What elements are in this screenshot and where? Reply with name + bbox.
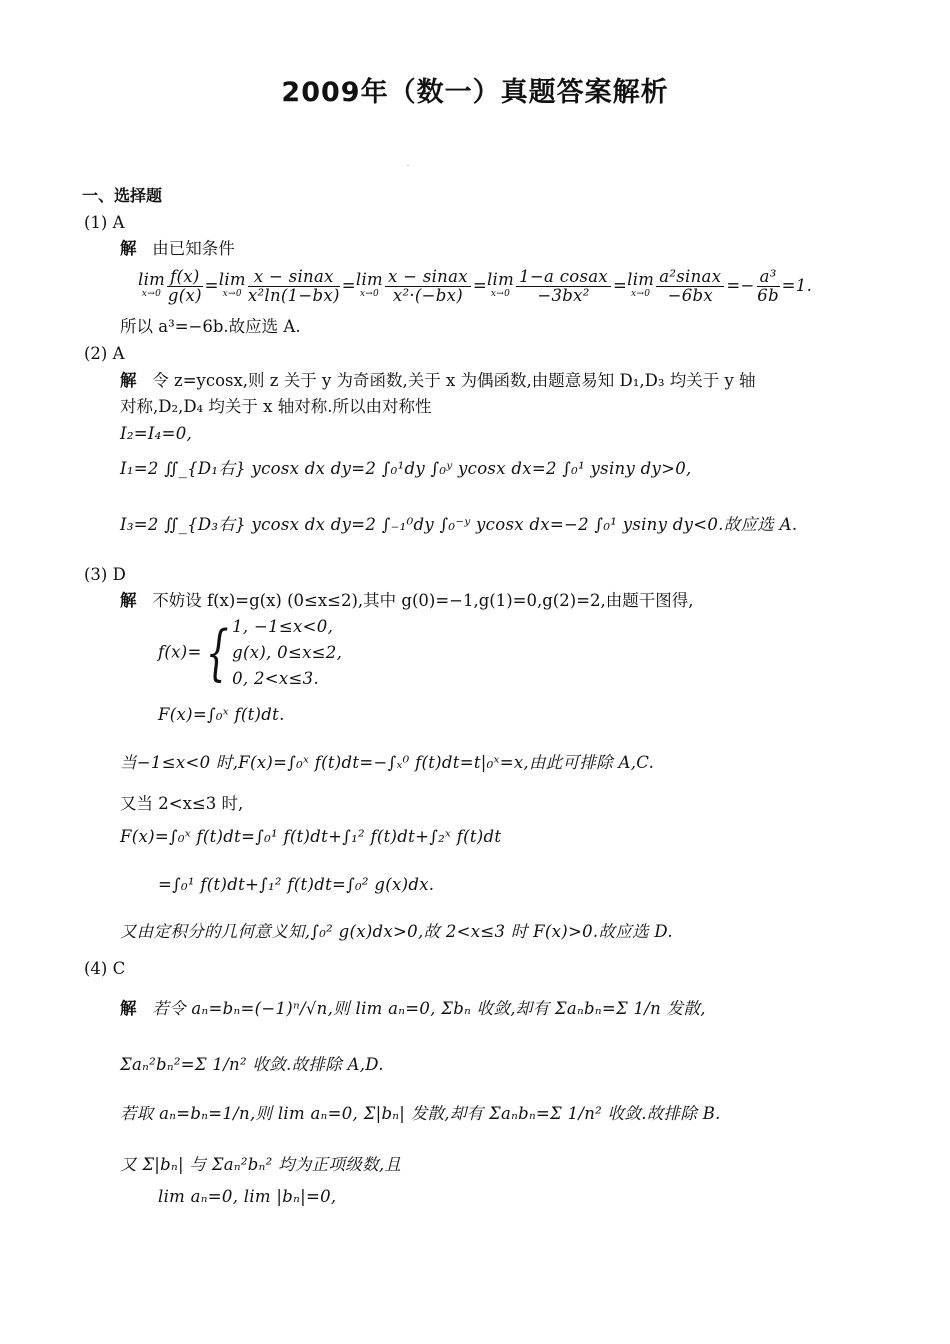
frac-2: $\frac{\text{x − sinax}}{\text{x²ln(1−bx)}}$ <box>247 267 340 305</box>
q1-conclusion: 所以 a³=−6b.故应选 A. <box>120 317 301 336</box>
case-1: 1, −1≤x<0, <box>232 617 334 636</box>
lim-2: lim x→0 <box>218 269 246 299</box>
q3-line-4: F(x)=∫₀ˣ f(t)dt=∫₀¹ f(t)dt+∫₁² f(t)dt+∫₂ˣ f(t)dt <box>120 827 502 846</box>
q4-line-1-text: 若令 aₙ=bₙ=(−1)ⁿ/√n,则 lim aₙ=0, Σbₙ 收敛,却有 Σaₙbₙ=Σ 1/n 发散, <box>152 999 706 1018</box>
frac-6: $\frac{\text{a³}}{6b}$ <box>757 267 779 305</box>
solution-lead: 解 <box>120 591 137 610</box>
lim-3: lim x→0 <box>355 269 383 299</box>
solution-lead: 解 <box>120 371 137 390</box>
q1-intro-text: 由已知条件 <box>152 239 235 258</box>
page-title: 2009年（数一）真题答案解析 <box>281 77 669 108</box>
q3-piecewise <box>158 614 342 692</box>
piecewise-lhs: f(x)= <box>158 642 202 662</box>
lim-5: lim x→0 <box>627 269 655 299</box>
brace-icon: { <box>205 618 229 688</box>
q2-line-1-text: 令 z=ycosx,则 z 关于 y 为奇函数,关于 x 为偶函数,由题意易知 D₁,D₃ 均关于 y 轴 <box>152 371 756 390</box>
frac-1: $\frac{f(x)}{g(x)}$ <box>167 267 202 305</box>
case-2: g(x), 0≤x≤2, <box>232 643 343 662</box>
piecewise-cases <box>232 614 342 692</box>
frac-3: $\frac{\text{x − sinax}}{\text{x²·(−bx)}}$ <box>385 268 471 305</box>
frac-4: $\frac{\text{1−a cosax}}{\text{−3bx²}}$ <box>516 268 611 305</box>
q4-line-5: lim aₙ=0, lim |bₙ|=0, <box>158 1187 337 1206</box>
q4-line-1 <box>120 998 706 1020</box>
q2-line-1 <box>120 370 756 392</box>
q4-label: (4) C <box>84 959 126 978</box>
lim-4: lim x→0 <box>486 269 515 299</box>
q2-line-4: I₁=2 ∬_{D₁右} ycosx dx dy=2 ∫₀¹dy ∫₀ʸ ycosx dx=2 ∫₀¹ ysiny dy>0, <box>120 459 692 478</box>
q3-line-1-text: 不妨设 f(x)=g(x) (0≤x≤2),其中 g(0)=−1,g(1)=0,g(2)=2,由题干图得, <box>152 591 694 610</box>
speck <box>407 165 409 166</box>
solution-lead: 解 <box>120 239 137 258</box>
section-heading: 一、选择题 <box>82 186 163 205</box>
q4-line-4: 又 Σ|bₙ| 与 Σaₙ²bₙ² 均为正项级数,且 <box>120 1155 402 1174</box>
q2-line-2: 对称,D₂,D₄ 均关于 x 轴对称.所以由对称性 <box>120 397 432 416</box>
q3-line-6: 又由定积分的几何意义知,∫₀² g(x)dx>0,故 2<x≤3 时 F(x)>0.故应选 D. <box>120 922 673 941</box>
lim-1: lim x→0 <box>138 269 166 299</box>
q2-line-5: I₃=2 ∬_{D₃右} ycosx dx dy=2 ∫₋₁⁰dy ∫₀⁻ʸ ycosx dx=−2 ∫₀¹ ysiny dy<0.故应选 A. <box>120 515 798 534</box>
q2-line-3: I₂=I₄=0, <box>120 424 193 443</box>
q3-F-definition: F(x)=∫₀ˣ f(t)dt. <box>158 705 285 724</box>
q3-line-2: 当−1≤x<0 时,F(x)=∫₀ˣ f(t)dt=−∫ₓ⁰ f(t)dt=t|₀ˣ=x,由此可排除 A,C. <box>120 753 655 772</box>
q3-line-1 <box>120 590 694 612</box>
q1-label: (1) A <box>84 213 125 232</box>
case-3: 0, 2<x≤3. <box>232 669 319 688</box>
q3-line-5: =∫₀¹ f(t)dt+∫₁² f(t)dt=∫₀² g(x)dx. <box>158 875 435 894</box>
q4-line-3: 若取 aₙ=bₙ=1/n,则 lim aₙ=0, Σ|bₙ| 发散,却有 Σaₙbₙ=Σ 1/n² 收敛.故排除 B. <box>120 1104 721 1123</box>
solution-lead: 解 <box>120 999 137 1018</box>
frac-5: $\frac{\text{a²sinax}}{-6bx}$ <box>656 268 724 305</box>
q2-label: (2) A <box>84 344 125 363</box>
q3-line-3: 又当 2<x≤3 时, <box>120 794 244 813</box>
q1-limit-chain: lim x→0 $\frac{f(x)}{g(x)}$ =lim x→0 $\frac{\text{x − sinax}}{\text{x²ln(1−bx)}}$ =lim x→0 $\frac{\text{x − sinax}}{\text{x²·(−bx)}}$ =lim x→0 $\frac{\text{1−a cosax}}{\text{−3bx²}}$ =lim x→0 $\frac{\text{a²sinax}}{-6bx}$ =− $\frac{\text{a³}}{6b}$ =1. <box>138 267 813 305</box>
q1-intro <box>120 238 235 260</box>
q4-line-2: Σaₙ²bₙ²=Σ 1/n² 收敛.故排除 A,D. <box>120 1055 384 1074</box>
q3-label: (3) D <box>84 565 126 584</box>
